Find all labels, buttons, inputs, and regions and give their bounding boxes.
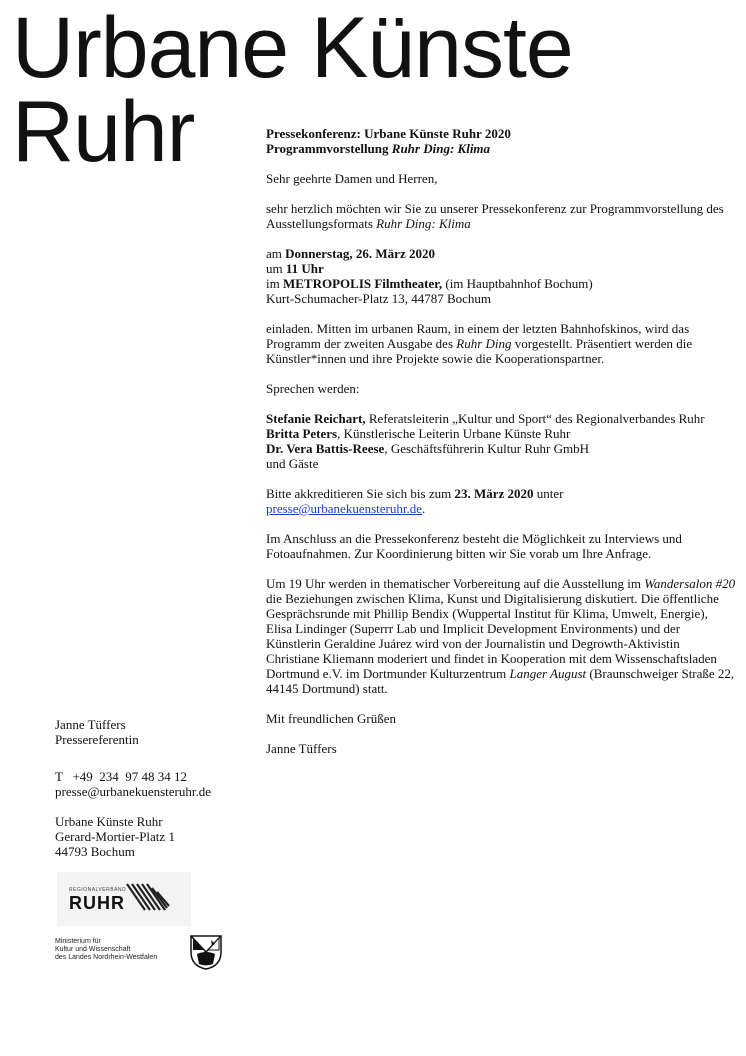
contact-org: Urbane Künste Ruhr: [55, 814, 163, 829]
nrw-coat-of-arms-icon: [189, 934, 223, 970]
intro-paragraph: sehr herzlich möchten wir Sie zu unserer Pressekonferenz zur Programmvorstellung des Ausstellungsformats Ruhr Ding: Klima: [266, 201, 724, 231]
signature: Janne Tüffers: [266, 741, 337, 756]
invite-paragraph: einladen. Mitten im urbanen Raum, in einem der letzten Bahnhofskinos, wird das Programm der zweiten Ausgabe des Ruhr Ding vorgestellt. Präsentiert werden die Künstler*innen und ihre Projekte sowie die Kooperationspartner.: [266, 321, 693, 366]
rvr-stripes-icon: [125, 882, 171, 912]
speakers-extra: und Gäste: [266, 456, 319, 471]
closing: Mit freundlichen Grüßen: [266, 711, 396, 726]
contact-title: Pressereferentin: [55, 732, 139, 747]
contact-block: [55, 717, 255, 747]
event-details: am Donnerstag, 26. März 2020 um 11 Uhr im METROPOLIS Filmtheater, (im Hauptbahnhof Bochum) Kurt-Schumacher-Platz 13, 44787 Bochum: [266, 246, 593, 306]
speaker-item: Dr. Vera Battis-Reese, Geschäftsführerin Kultur Ruhr GmbH: [266, 441, 590, 456]
event-date: Donnerstag, 26. März 2020: [285, 246, 435, 261]
letter-body: [266, 126, 736, 771]
ministry-label: Ministerium für Kultur und Wissenschaft des Landes Nordrhein-Westfalen: [55, 938, 158, 961]
contact-city: 44793 Bochum: [55, 844, 135, 859]
speakers-heading: Sprechen werden:: [266, 381, 360, 396]
evening-paragraph: Um 19 Uhr werden in thematischer Vorbereitung auf die Ausstellung im Wandersalon #20 die Beziehungen zwischen Klima, Kunst und Digitalisierung diskutiert. Die öffentliche Gesprächsrunde mit Phillip Bendix (Wuppertal Institut für Klima, Umwelt, Energie), Elisa Lindinger (Superrr Lab und Implicit Development Environments) und der Künstlerin Geraldine Juárez wird von der Journalistin und Degrowth-Aktivistin Christiane Kliemann moderiert und findet in Kooperation mit dem Wissenschaftsladen Dortmund e.V. im Dortmunder Kulturzentrum Langer August (Braunschweiger Straße 22, 44145 Dortmund) statt.: [266, 576, 736, 696]
wordmark-line-2: Ruhr: [12, 84, 195, 180]
letter-heading: [266, 126, 736, 156]
heading-line-2: Programmvorstellung Ruhr Ding: Klima: [266, 141, 491, 156]
press-email-link[interactable]: presse@urbanekuensteruhr.de: [266, 501, 422, 516]
heading-line-1: Pressekonferenz: Urbane Künste Ruhr 2020: [266, 126, 511, 141]
wordmark-line-1: Urbane Künste: [12, 0, 573, 96]
accreditation-paragraph: Bitte akkreditieren Sie sich bis zum 23. März 2020 unter presse@urbanekuensteruhr.de.: [266, 486, 564, 516]
event-venue: METROPOLIS Filmtheater,: [282, 276, 443, 291]
speakers-list: [266, 411, 736, 471]
speaker-item: Britta Peters, Künstlerische Leiterin Urbane Künste Ruhr: [266, 426, 571, 441]
contact-name: Janne Tüffers: [55, 717, 126, 732]
contact-street: Gerard-Mortier-Platz 1: [55, 829, 175, 844]
regionalverband-ruhr-logo: REGIONALVERBAND RUHR: [57, 872, 191, 926]
followup-paragraph: Im Anschluss an die Pressekonferenz besteht die Möglichkeit zu Interviews und Fotoaufnahmen. Zur Koordinierung bitten wir Sie vorab um Ihre Anfrage.: [266, 531, 682, 561]
event-time: 11 Uhr: [285, 261, 324, 276]
contact-phone: T +49 234 97 48 34 12: [55, 769, 188, 784]
salutation: Sehr geehrte Damen und Herren,: [266, 171, 438, 186]
contact-email: presse@urbanekuensteruhr.de: [55, 784, 211, 799]
contact-address: [55, 814, 255, 859]
contact-details: [55, 769, 255, 799]
speaker-item: Stefanie Reichart, Referatsleiterin „Kultur und Sport“ des Regionalverbandes Ruhr: [266, 411, 705, 426]
event-address: Kurt-Schumacher-Platz 13, 44787 Bochum: [266, 291, 492, 306]
